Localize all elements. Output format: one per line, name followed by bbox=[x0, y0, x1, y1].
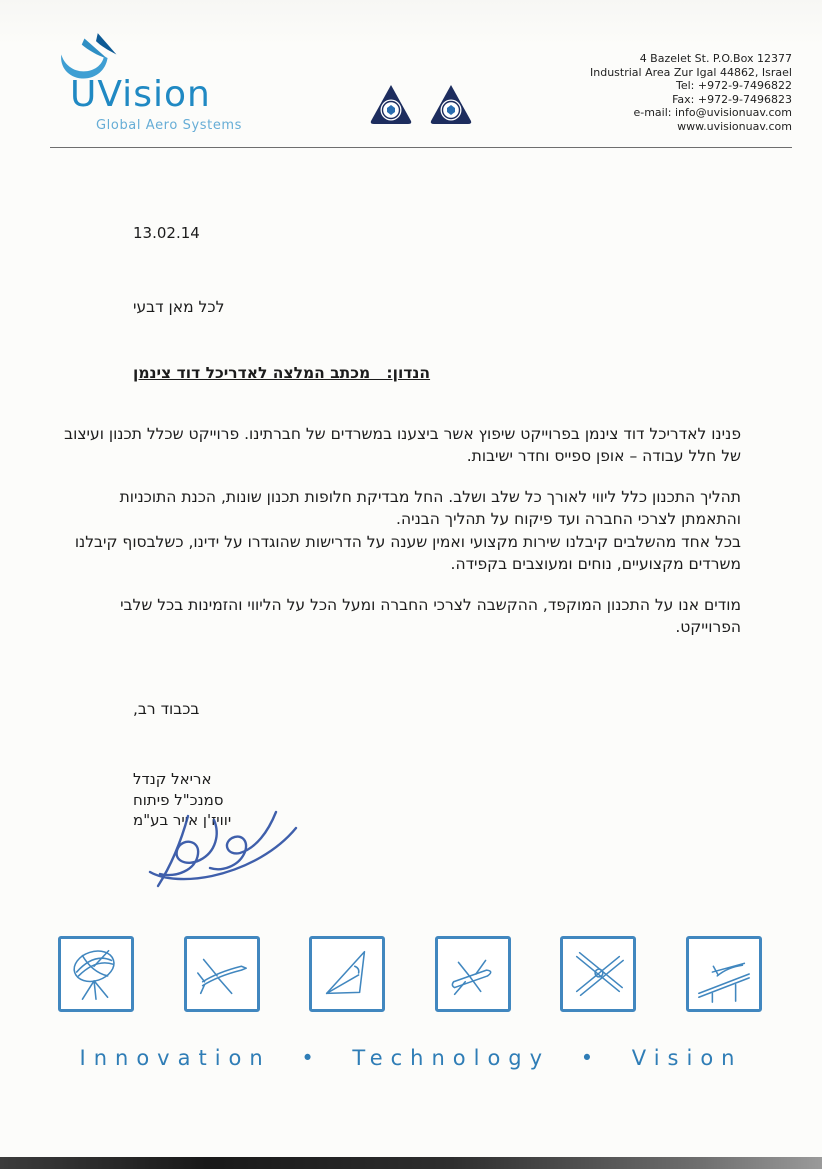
loitering-munition-icon bbox=[435, 936, 511, 1012]
product-icons-row bbox=[58, 936, 762, 1012]
paragraph: פנינו לאדריכל דוד צינמן בפרוייקט שיפוץ אשר ביצענו במשרדים של חברתינו. פרוייקט שכלל תכנון ועיצוב של חלל עבודה – אופן ספייס וחדר ישיבות. bbox=[64, 425, 741, 465]
logo-subtitle: Global Aero Systems bbox=[96, 118, 243, 133]
uvision-logo bbox=[52, 30, 252, 135]
paragraph: בכל אחד מהשלבים קיבלנו שירות מקצועי ואמין שענה על הדרישות שהוגדרו על ידינו, כשלבסוף קיבלנו משרדים מקצועיים, נוחים ומעוצבים בקפידה. bbox=[74, 533, 741, 573]
paragraph: מודים אנו על התכנון המוקפד, ההקשבה לצרכי החברה ומעל הכל על הליווי והזמינות בכל שלבי הפרוייקט. bbox=[120, 596, 741, 636]
satellite-dish-icon bbox=[58, 936, 134, 1012]
handwritten-signature bbox=[128, 798, 328, 898]
letter-body bbox=[57, 424, 741, 658]
association-badge-icon bbox=[368, 82, 414, 128]
contact-website: www.uvisionuav.com bbox=[677, 119, 792, 133]
paragraph: תהליך התכנון כלל ליווי לאורך כל שלב ושלב. החל מבדיקת חלופות תכנון שונות, הכנת התוכניות והתאמתן לצרכי החברה ועד פיקוח על תהליך הבניה. bbox=[119, 488, 741, 528]
footer-tagline: Innovation • Technology • Vision bbox=[79, 1046, 743, 1070]
association-badge-icon bbox=[428, 82, 474, 128]
association-badges bbox=[368, 82, 474, 128]
fixed-wing-uav-icon bbox=[184, 936, 260, 1012]
uav-on-launcher-icon bbox=[686, 936, 762, 1012]
scan-edge-artifact bbox=[0, 1157, 822, 1169]
salutation: לכל מאן דבעי bbox=[133, 298, 225, 316]
contact-fax: Fax: +972-9-7496823 bbox=[672, 92, 792, 106]
signer-title: סמנכ"ל פיתוח bbox=[133, 790, 224, 809]
contact-email: e-mail: info@uvisionuav.com bbox=[633, 106, 792, 120]
logo-title: UVision bbox=[70, 74, 211, 115]
contact-block bbox=[590, 52, 792, 134]
delta-wing-uav-icon bbox=[309, 936, 385, 1012]
letter-date: 13.02.14 bbox=[133, 224, 200, 242]
closing: בכבוד רב, bbox=[133, 700, 200, 718]
subject-line: הנדון: מכתב המלצה לאדריכל דוד צינמן bbox=[133, 364, 431, 382]
signer-company: יוויז'ן אייר בע"מ bbox=[133, 811, 232, 829]
contact-address-line2: Industrial Area Zur Igal 44862, Israel bbox=[590, 65, 792, 79]
contact-address-line1: 4 Bazelet St. P.O.Box 12377 bbox=[639, 52, 792, 65]
signer-name: אריאל קנדל bbox=[133, 770, 212, 788]
cruciform-wing-uav-icon bbox=[560, 936, 636, 1012]
contact-phone: Tel: +972-9-7496822 bbox=[675, 79, 792, 93]
header-divider bbox=[50, 147, 792, 148]
